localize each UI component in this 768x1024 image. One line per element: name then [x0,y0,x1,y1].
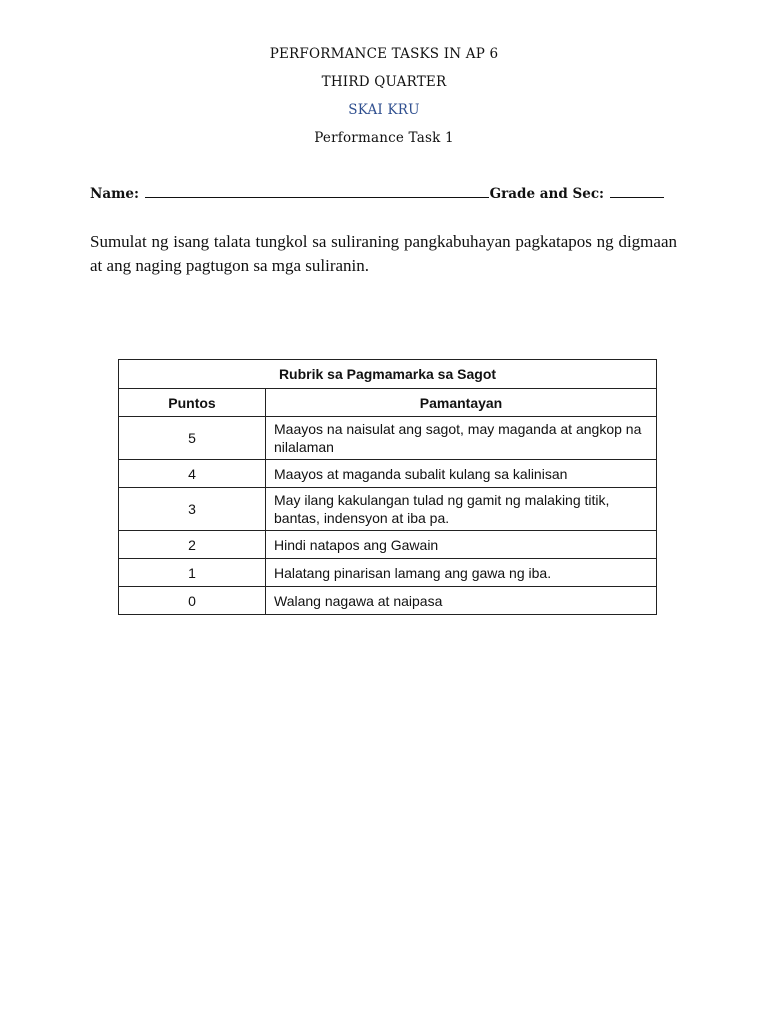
criteria-column-header: Pamantayan [266,389,657,417]
points-column-header: Puntos [119,389,266,417]
points-cell: 2 [119,531,266,559]
table-row [119,417,657,460]
grade-blank-field[interactable] [610,186,664,198]
rubric-caption: Rubrik sa Pagmamarka sa Sagot [119,360,657,389]
criteria-cell: May ilang kakulangan tulad ng gamit ng malaking titik, bantas, indensyon at iba pa. [266,488,657,531]
table-row [119,531,657,559]
criteria-cell: Halatang pinarisan lamang ang gawa ng iba. [266,559,657,587]
name-grade-line [90,186,690,202]
grade-label: Grade and Sec: [489,186,605,202]
rubric-caption-row [119,360,657,389]
points-cell: 1 [119,559,266,587]
criteria-cell: Maayos at maganda subalit kulang sa kalinisan [266,460,657,488]
task-title: Performance Task 1 [314,130,454,146]
criteria-cell: Walang nagawa at naipasa [266,587,657,615]
task-prompt: Sumulat ng isang talata tungkol sa suliraning pangkabuhayan pagkatapos ng digmaan at ang naging pagtugon sa mga suliranin. [90,232,677,275]
criteria-cell: Hindi natapos ang Gawain [266,531,657,559]
rubric-table [118,359,657,615]
name-blank-field[interactable] [145,186,489,198]
quarter-label: THIRD QUARTER [321,74,447,90]
points-cell: 4 [119,460,266,488]
points-cell: 0 [119,587,266,615]
rubric-header-row [119,389,657,417]
points-cell: 3 [119,488,266,531]
table-row [119,460,657,488]
criteria-cell: Maayos na naisulat ang sagot, may maganda at angkop na nilalaman [266,417,657,460]
table-row [119,587,657,615]
table-row [119,559,657,587]
document-title: PERFORMANCE TASKS IN AP 6 [269,46,499,62]
team-name: SKAI KRU [348,102,420,118]
table-row [119,488,657,531]
points-cell: 5 [119,417,266,460]
name-label: Name: [90,186,139,202]
